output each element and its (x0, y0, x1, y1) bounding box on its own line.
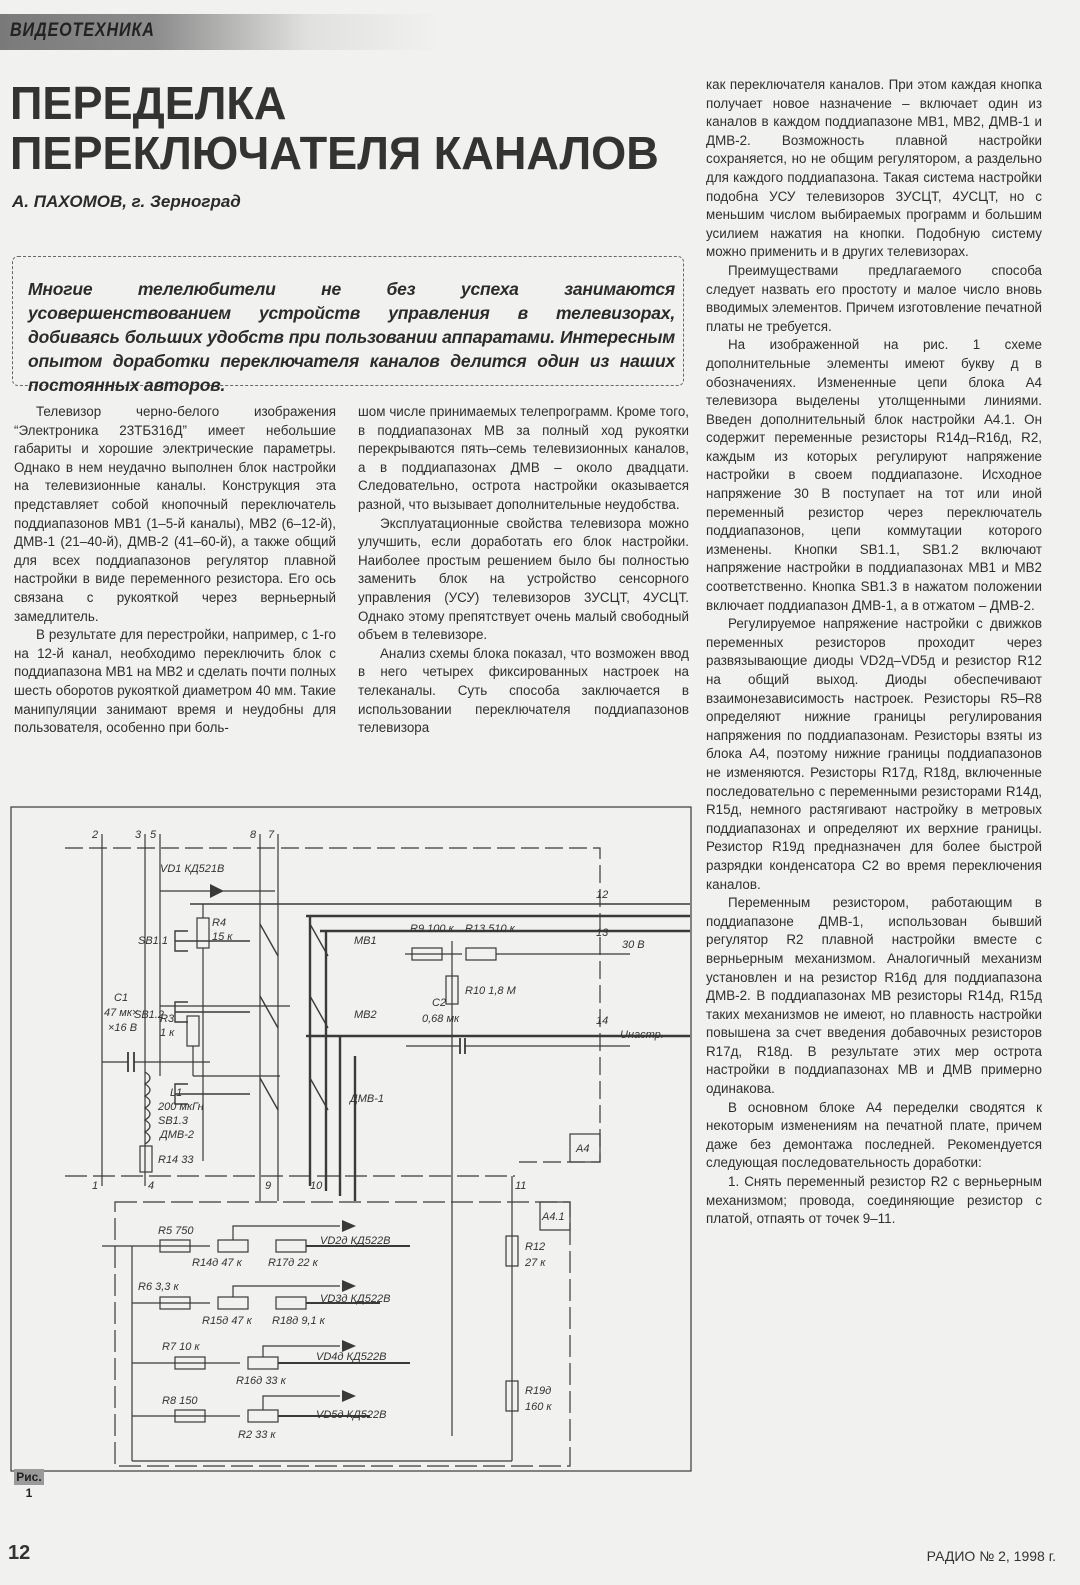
r2-label: R2 33 к (238, 1429, 276, 1441)
pin-label: 5 (150, 829, 157, 841)
r14d-resistor (218, 1240, 248, 1252)
paragraph: Регулируемое напряжение настройки с движков переменных резисторов проходит через развязывающие диоды VD2д–VD5д и резистор R12 на общий выход. Диоды обеспечивают взаимонезависимость настроек. Резисторы R5–R8 определяют нижние границы регулирования напряжения по поддиапазонам. Резисторы взяты из блока А4, поэтому нижние границы поддиапазонов не изменяются. Резисторы R17д, R18д, включенные последовательно с переменными резисторами R14д, R15д, немного растягивают настройку в метровых поддиапазонах и определяют их верхние границы. Резистор R19д предназначен для более быстрой разрядки конденсатора С2 во время переключения каналов. (706, 616, 1042, 892)
r18d-resistor (276, 1297, 306, 1309)
r6-label: R6 3,3 к (138, 1281, 179, 1293)
r14-label: R14 33 (158, 1154, 194, 1166)
pin-label: 2 (92, 829, 99, 841)
paragraph: шом числе принимаемых телепрограмм. Кроме того, в поддиапазонах МВ за полный ход рукоятки перекрываются пять–семь телевизионных каналов, а в поддиапазонах ДМВ – около двадцати. Следовательно, острота настройки оказывается разной, что вызывает дополнительные неудобства. (358, 404, 689, 512)
c2-label: C2 (432, 997, 447, 1009)
r3-resistor (187, 1016, 199, 1046)
figure-frame (11, 807, 691, 1471)
r15d-resistor (218, 1297, 248, 1309)
l1-value: 200 мкГн (158, 1101, 204, 1113)
30v-label: 30 В (622, 939, 645, 951)
section-tag (0, 14, 440, 50)
r12-value: 27 к (525, 1257, 546, 1269)
r13-label: R13 510 к (465, 923, 515, 935)
paragraph: Переменным резистором, работающим в поддиапазоне ДМВ-1, использован бывший регулятор R2 плавной настройки вместе с верньерным механизмом. Аналогичный механизм установлен и на резистор R16д для поддиапазона ДМВ-2. В поддиапазонах МВ резисторы R14д, R15д таких механизмов не имеют, но плавность настройки повышена за счет введения добавочных резисторов R17д, R18д. В результате этих мер острота настройки в поддиапазонах МВ и ДМВ примерно одинакова. (706, 895, 1042, 1097)
pin-label: 11 (515, 1180, 527, 1192)
r3-label: R3 (160, 1013, 175, 1025)
c1-value: 47 мк× (104, 1007, 139, 1019)
title-line-1: ПЕРЕДЕЛКА (10, 77, 287, 129)
a41-label: A4.1 (542, 1211, 565, 1223)
lead-text: Многие телелюбители не без успеха занимаются усовершенствованием устройств управления в телевизорах, добиваясь больших удобств при пользовании аппаратами. Интересным опытом доработки переключателя каналов делится один из наших постоянных авторов. (28, 279, 675, 395)
pin-label: 13 (596, 927, 609, 939)
r3-value: 1 к (160, 1027, 175, 1039)
pin-label: 1 (92, 1180, 99, 1192)
vd3d-label: VD3д КД522В (320, 1293, 391, 1305)
sb13-label: SB1.3 (158, 1115, 188, 1127)
pin-label: 7 (268, 829, 275, 841)
sb12-label: SB1.2 (134, 1009, 164, 1021)
r2-resistor (248, 1410, 278, 1422)
pin-label: 12 (596, 889, 609, 901)
vd1-diode (210, 884, 224, 898)
a4-label: A4 (576, 1143, 590, 1155)
pin-label: 3 (135, 829, 142, 841)
vd4d-label: VD4д КД522В (316, 1351, 387, 1363)
paragraph: 1. Снять переменный резистор R2 с верньерным механизмом; провода, соединяющие резистор с платой, отпаять от точек 9–11. (706, 1174, 1042, 1227)
section-name: ВИДЕОТЕХНИКА (10, 20, 155, 41)
vd1-label: VD1 КД521В (160, 863, 225, 875)
dmv1-label: ДМВ-1 (350, 1093, 385, 1105)
paragraph: Преимуществами предлагаемого способа следует назвать его простоту и малое число вновь вводимых элементов. Причем изготовление печатной платы не требуется. (706, 262, 1042, 334)
figure-label: Рис. 1 (14, 1469, 44, 1485)
r4-resistor (197, 918, 209, 948)
r14-resistor (140, 1146, 152, 1172)
r16d-resistor (248, 1357, 278, 1369)
r4-value: 15 к (212, 931, 233, 943)
r5-label: R5 750 (158, 1225, 194, 1237)
c2-value: 0,68 мк (422, 1013, 460, 1025)
text-column-2 (358, 403, 689, 738)
vd5d-label: VD5д КД522В (316, 1409, 387, 1421)
paragraph: Телевизор черно-белого изображения “Электроника 23ТБ316Д” имеет небольшие габариты и хорошие электрические параметры. Однако в нем неудачно выполнен блок настройки на телевизионные каналы. Конструкция эта представляет собой кнопочный переключатель поддиапазонов МВ1 (1–5-й каналы), МВ2 (6–12-й), ДМВ-1 (21–40-й), ДМВ-2 (41–60-й), а также общий для всех поддиапазонов регулятор плавной настройки в виде переменного резистора. Его ось связана с рукояткой через верньерный замедлитель. (14, 404, 336, 624)
r10-label: R10 1,8 М (465, 985, 516, 997)
paragraph: Анализ схемы блока показал, что возможен ввод в него четырех фиксированных настроек на телеканалы. Суть способа заключается в использовании переключателя поддиапазонов телевизора (358, 645, 689, 736)
sb11-label: SB1.1 (138, 935, 168, 947)
lead-box (12, 256, 684, 395)
r13-resistor (466, 948, 496, 960)
pin-label: 4 (148, 1180, 155, 1192)
r19d-value: 160 к (525, 1401, 552, 1413)
pin-label: 8 (250, 829, 257, 841)
vd3d-diode (342, 1280, 356, 1292)
vd2d-label: VD2д КД522В (320, 1235, 391, 1247)
mv2-label: МВ2 (354, 1009, 377, 1021)
paragraph: В результате для перестройки, например, с 1-го на 12-й канал, необходимо переключить блок с поддиапазона МВ1 на МВ2 и сделать почти полных шесть оборотов рукояткой диаметром 40 мм. Такие манипуляции занимают время и неудобны для пользователя, особенно при боль- (14, 627, 336, 736)
r17d-label: R17д 22 к (268, 1257, 318, 1269)
text-column-3 (706, 76, 1042, 1229)
unastr-label: Uнастр. (620, 1029, 664, 1041)
author-byline: А. ПАХОМОВ, г. Зерноград (12, 192, 241, 211)
vd2d-diode (342, 1220, 356, 1232)
article-title (10, 78, 659, 178)
page-number: 12 (8, 1542, 31, 1564)
sb1-1-switch (175, 924, 328, 956)
pin-label: 9 (265, 1180, 272, 1192)
vd5d-diode (342, 1390, 356, 1402)
r12-label: R12 (525, 1241, 546, 1253)
text-column-1 (14, 403, 336, 738)
r19d-label: R19д (525, 1385, 552, 1397)
circuit-schematic (10, 806, 692, 1474)
journal-issue: РАДИО № 2, 1998 г. (926, 1548, 1056, 1564)
paragraph: На изображенной на рис. 1 схеме дополнительные элементы имеют букву д в обозначениях. Измененные цепи блока А4 телевизора выделены утолщенными линиями. Введен дополнительный блок настройки А4.1. Он содержит переменные резисторы R14д–R16д, R2, каждым из которых регулируют напряжение настройки в своем поддиапазоне. Исходное напряжение 30 В поступает на тот или иной переменный резистор через переключатель поддиапазонов, цепи коммутации которого изменены. Кнопки SB1.1, SB1.2 включают напряжение настройки в поддиапазонах МВ1 и МВ2 соответственно. Кнопка SB1.3 в нажатом положении включает поддиапазон ДМВ-1, а в отжатом – ДМВ-2. (706, 337, 1042, 613)
r16d-label: R16д 33 к (236, 1375, 286, 1387)
r17d-resistor (276, 1240, 306, 1252)
sb13-sub-label: ДМВ-2 (160, 1129, 195, 1141)
r4-label: R4 (212, 917, 227, 929)
r14d-label: R14д 47 к (192, 1257, 242, 1269)
paragraph: как переключателя каналов. При этом каждая кнопка получает новое назначение – включает один из каналов в каждом поддиапазоне МВ1, МВ2, ДМВ-1 и ДМВ-2. Возможность плавной настройки сохраняется, но не общим регулятором, а раздельно для каждого поддиапазона. Такая система настройки подобна УСУ телевизоров 3УСЦТ, 4УСЦТ, но с меньшим числом выбираемых программ и большим усилием нажатия на кнопки. Подобную систему можно применить и в других телевизорах. (706, 77, 1042, 260)
l1-inductor (145, 1072, 150, 1144)
mv1-label: МВ1 (354, 935, 377, 947)
r8-label: R8 150 (162, 1395, 198, 1407)
c1-value-2: ×16 В (108, 1022, 138, 1034)
paragraph: Эксплуатационные свойства телевизора можно улучшить, если доработать его блок настройки. Наиболее простым решением было бы полностью заменить блок на устройство сенсорного управления (УСУ) телевизоров 3УСЦТ, 4УСЦТ. Однако этому препятствует очень малый свободный объем в телевизоре. (358, 515, 689, 643)
r18d-label: R18д 9,1 к (272, 1315, 325, 1327)
title-line-2: ПЕРЕКЛЮЧАТЕЛЯ КАНАЛОВ (10, 127, 659, 179)
c1-label: C1 (114, 992, 129, 1004)
r9-label: R9 100 к (410, 923, 454, 935)
pin-label: 14 (596, 1015, 609, 1027)
sb1-2-switch (175, 996, 328, 1028)
l1-label: L1 (170, 1087, 183, 1099)
paragraph: В основном блоке А4 переделки сводятся к некоторым изменениям на печатной плате, причем даже без демонтажа последней. Рекомендуется следующая последовательность доработки: (706, 1099, 1042, 1171)
r7-label: R7 10 к (162, 1341, 200, 1353)
r15d-label: R15д 47 к (202, 1315, 252, 1327)
pin-label: 10 (310, 1180, 323, 1192)
